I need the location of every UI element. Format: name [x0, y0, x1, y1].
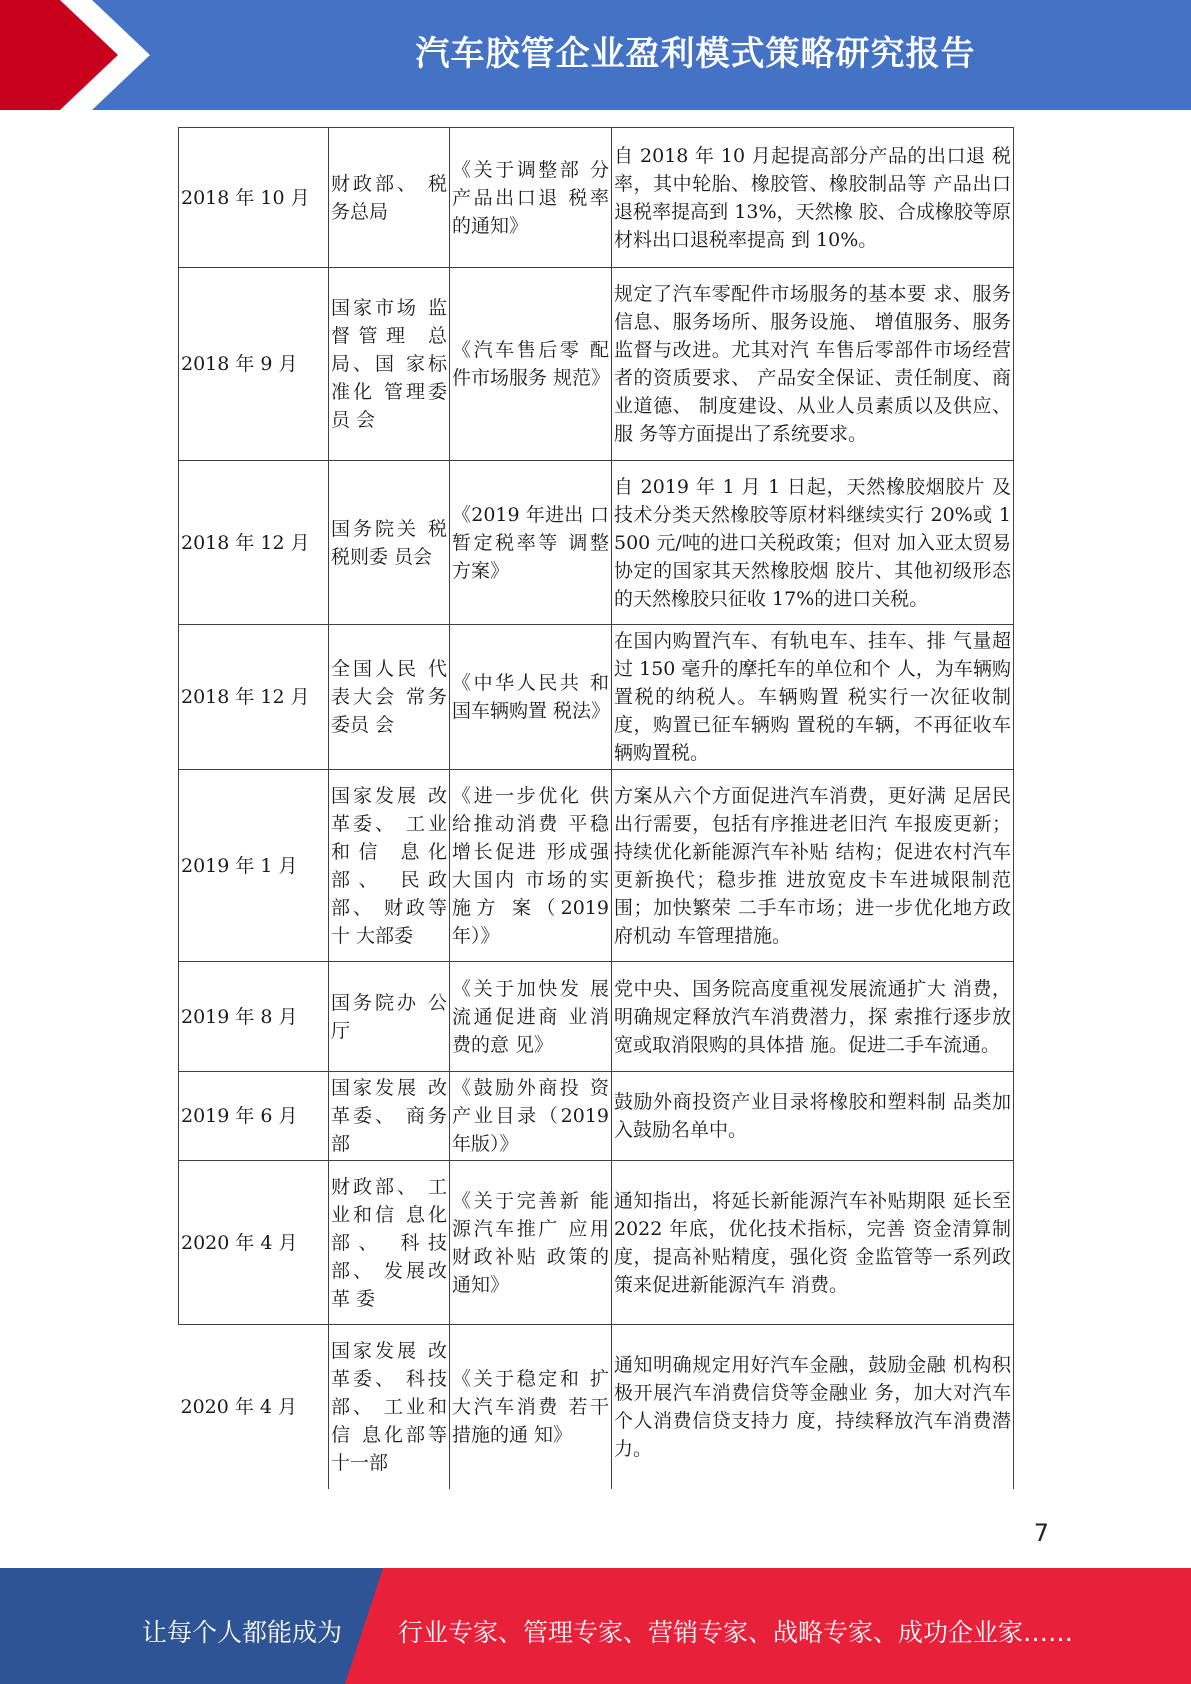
table-row [179, 461, 1014, 625]
footer-slogan-right: 行业专家、管理专家、营销专家、战略专家、成功企业家…… [398, 1618, 1074, 1647]
page-footer [0, 1568, 1191, 1684]
content-cell: 鼓励外商投资产业目录将橡胶和塑料制 品类加入鼓励名单中。 [612, 1072, 1014, 1161]
date-cell: 2019 年 1 月 [179, 770, 329, 962]
content-cell: 自 2019 年 1 月 1 日起，天然橡胶烟胶片 及技术分类天然橡胶等原材料继续实行 20%或 1500 元/吨的进口关税政策；但对 加入亚太贸易协定的国家其天然橡胶烟 胶片、其他初级形态的天然橡胶只征收 17%的进口关税。 [612, 461, 1014, 625]
document-cell: 《关于加快发 展流通促进商 业消费的意 见》 [450, 962, 612, 1072]
table-row [179, 1161, 1014, 1325]
issuer-cell: 国家市场 监督管理 总局、国 家标准化 管理委员 会 [329, 268, 450, 461]
table-row [179, 268, 1014, 461]
document-cell: 《2019 年进出 口暂定税率等 调整方案》 [450, 461, 612, 625]
document-cell: 《汽车售后零 配件市场服务 规范》 [450, 268, 612, 461]
content-cell: 通知指出，将延长新能源汽车补贴期限 延长至 2022 年底，优化技术指标，完善 资金清算制度，提高补贴精度，强化资 金监管等一系列政策来促进新能源汽车 消费。 [612, 1161, 1014, 1325]
issuer-cell: 国家发展 改革委、 科技部、 工业和信 息化部等 十一部 [329, 1325, 450, 1489]
issuer-cell: 国务院办 公厅 [329, 962, 450, 1072]
table-row [179, 770, 1014, 962]
table-row [179, 962, 1014, 1072]
issuer-cell: 全国人民 代表大会 常务委员 会 [329, 625, 450, 770]
date-cell: 2020 年 4 月 [179, 1161, 329, 1325]
date-cell: 2018 年 10 月 [179, 128, 329, 268]
content-cell: 自 2018 年 10 月起提高部分产品的出口退 税率，其中轮胎、橡胶管、橡胶制品等 产品出口退税率提高到 13%，天然橡 胶、合成橡胶等原材料出口退税率提高 到 10%。 [612, 128, 1014, 268]
footer-slogan-left: 让每个人都能成为 [142, 1618, 343, 1647]
date-cell: 2020 年 4 月 [179, 1325, 329, 1489]
document-cell: 《鼓励外商投 资产业目录（2019 年版）》 [450, 1072, 612, 1161]
date-cell: 2018 年 12 月 [179, 461, 329, 625]
issuer-cell: 国家发展 改革委、 商务部 [329, 1072, 450, 1161]
content-cell: 党中央、国务院高度重视发展流通扩大 消费，明确规定释放汽车消费潜力，探 索推行逐步放宽或取消限购的具体措 施。促进二手车流通。 [612, 962, 1014, 1072]
page-number: 7 [1033, 1519, 1049, 1547]
issuer-cell: 国家发展 改革委、 工业和信 息化部、 民政部、 财政等十 大部委 [329, 770, 450, 962]
table-row [179, 625, 1014, 770]
document-cell: 《关于稳定和 扩大汽车消费 若干措施的通 知》 [450, 1325, 612, 1489]
page-title: 汽车胶管企业盈利模式策略研究报告 [415, 34, 976, 74]
issuer-cell: 财政部、 工业和信 息化部、 科技部、 发展改革 委 [329, 1161, 450, 1325]
content-cell: 方案从六个方面促进汽车消费，更好满 足居民出行需要，包括有序推进老旧汽 车报废更新；持续优化新能源汽车补贴 结构；促进农村汽车更新换代；稳步推 进放宽皮卡车进城限制范围；加快繁荣 二手车市场；进一步优化地方政府机动 车管理措施。 [612, 770, 1014, 962]
issuer-cell: 国务院关 税税则委 员会 [329, 461, 450, 625]
document-cell: 《关于完善新 能源汽车推广 应用财政补贴 政策的通知》 [450, 1161, 612, 1325]
document-cell: 《中华人民共 和国车辆购置 税法》 [450, 625, 612, 770]
content-cell: 在国内购置汽车、有轨电车、挂车、排 气量超过 150 毫升的摩托车的单位和个 人，为车辆购置税的纳税人。车辆购置 税实行一次征收制度，购置已征车辆购 置税的车辆，不再征收车辆购置税。 [612, 625, 1014, 770]
table-row [179, 1072, 1014, 1161]
policy-table [178, 127, 1014, 1489]
date-cell: 2019 年 8 月 [179, 962, 329, 1072]
table-row [179, 128, 1014, 268]
issuer-cell: 财政部、 税务总局 [329, 128, 450, 268]
content-cell: 规定了汽车零配件市场服务的基本要 求、服务信息、服务场所、服务设施、 增值服务、服务监督与改进。尤其对汽 车售后零部件市场经营者的资质要求、 产品安全保证、责任制度、商业道德、 制度建设、从业人员素质以及供应、服 务等方面提出了系统要求。 [612, 268, 1014, 461]
table-row [179, 1325, 1014, 1489]
document-cell: 《关于调整部 分产品出口退 税率的通知》 [450, 128, 612, 268]
date-cell: 2018 年 9 月 [179, 268, 329, 461]
date-cell: 2018 年 12 月 [179, 625, 329, 770]
document-cell: 《进一步优化 供给推动消费 平稳增长促进 形成强大国内 市场的实施方 案（2019 年）》 [450, 770, 612, 962]
policy-table-container [178, 127, 1013, 1489]
content-cell: 通知明确规定用好汽车金融，鼓励金融 机构积极开展汽车消费信贷等金融业 务，加大对汽车个人消费信贷支持力 度，持续释放汽车消费潜力。 [612, 1325, 1014, 1489]
date-cell: 2019 年 6 月 [179, 1072, 329, 1161]
page-header [0, 0, 1191, 110]
